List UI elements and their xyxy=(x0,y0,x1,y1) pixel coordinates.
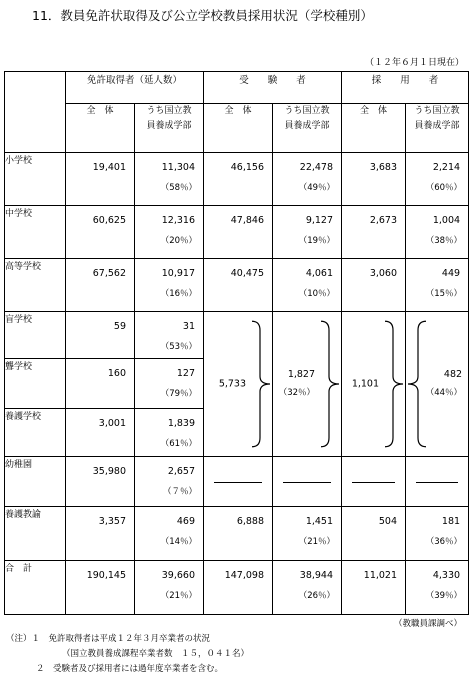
percent: （38％） xyxy=(425,236,463,246)
row-label: 高等学校 xyxy=(5,259,66,312)
value: 11,021 xyxy=(363,570,398,581)
value: 3,357 xyxy=(98,516,126,527)
footnote-2: ２ 受験者及び採用者には過年度卒業者を含む。 xyxy=(36,664,224,674)
value: 1,827 xyxy=(287,369,316,380)
footnote-1: （注）１ 免許取得者は平成１２年３月卒業者の状況 xyxy=(6,634,211,644)
value: 2,657 xyxy=(167,466,196,477)
cell xyxy=(66,312,135,359)
source-note: （教職員課調べ） xyxy=(393,619,462,629)
merged-cell xyxy=(273,312,342,457)
merged-cell xyxy=(406,312,469,457)
subheader-label: 員養成学部 xyxy=(284,121,330,131)
value: 449 xyxy=(441,268,461,279)
cell xyxy=(66,359,135,409)
cell xyxy=(135,153,204,206)
curly-brace xyxy=(383,320,405,448)
merged-cell xyxy=(342,312,406,457)
curly-brace xyxy=(406,320,428,448)
table-row xyxy=(5,457,469,507)
row-label: 養護教諭 xyxy=(5,507,66,561)
value: 38,944 xyxy=(299,570,334,581)
header-exam: 受 験 者 xyxy=(204,72,342,104)
cell xyxy=(135,259,204,312)
value: 190,145 xyxy=(86,570,126,581)
value: 3,001 xyxy=(98,418,126,429)
corner-cell xyxy=(5,72,66,153)
cell xyxy=(135,409,204,457)
cell xyxy=(273,561,342,615)
cell xyxy=(273,206,342,259)
percent: （60％） xyxy=(425,183,463,193)
cell xyxy=(66,457,135,507)
percent: （10％） xyxy=(298,289,336,299)
subheader-hired-total xyxy=(342,104,406,153)
cell xyxy=(406,561,469,615)
value: 35,980 xyxy=(92,466,126,477)
value: 10,917 xyxy=(161,268,196,279)
subheader-exam-national xyxy=(273,104,342,153)
cell xyxy=(135,507,204,561)
cell xyxy=(66,507,135,561)
value: 22,478 xyxy=(299,162,334,173)
subheader-label: 全 体 xyxy=(360,106,388,116)
cell xyxy=(204,206,273,259)
subheader-label: うち国立教 xyxy=(146,106,192,116)
value: 181 xyxy=(441,516,461,527)
value: 5,733 xyxy=(218,378,247,390)
cell xyxy=(135,206,204,259)
row-label: 小学校 xyxy=(5,153,66,206)
cell xyxy=(342,153,406,206)
percent: （39％） xyxy=(425,591,463,601)
statistics-table xyxy=(4,71,469,615)
cell xyxy=(342,507,406,561)
value: 40,475 xyxy=(230,268,265,279)
subheader-label: 全 体 xyxy=(86,106,114,116)
percent: （26％） xyxy=(298,591,336,601)
value: 4,330 xyxy=(432,570,461,581)
percent: （19％） xyxy=(298,236,336,246)
cell xyxy=(273,507,342,561)
percent: （79％） xyxy=(160,389,198,399)
cell-not-applicable xyxy=(273,457,342,507)
subheader-hired-national xyxy=(406,104,469,153)
value: 147,098 xyxy=(224,570,265,581)
cell xyxy=(406,153,469,206)
subheader-license-total xyxy=(66,104,135,153)
percent: （14％） xyxy=(160,537,198,547)
cell-not-applicable xyxy=(342,457,406,507)
cell xyxy=(204,507,273,561)
row-label: 合 計 xyxy=(5,561,66,615)
page-title: 11．教員免許状取得及び公立学校教員採用状況（学校種別） xyxy=(32,8,373,23)
header-hired: 採 用 者 xyxy=(342,72,469,104)
value: 2,214 xyxy=(432,162,461,173)
value: 60,625 xyxy=(92,215,126,226)
percent: （32％） xyxy=(278,388,316,398)
subheader-label: 員養成学部 xyxy=(146,121,192,131)
cell xyxy=(273,259,342,312)
row-label: 聾学校 xyxy=(5,359,66,409)
cell xyxy=(406,507,469,561)
value: 2,673 xyxy=(369,215,398,226)
subheader-label: うち国立教 xyxy=(414,106,460,116)
row-label: 幼稚園 xyxy=(5,457,66,507)
cell xyxy=(204,153,273,206)
table-row-total xyxy=(5,561,469,615)
as-of-date: （１２年６月１日現在） xyxy=(364,58,464,68)
cell xyxy=(66,259,135,312)
value: 67,562 xyxy=(92,268,126,279)
cell xyxy=(135,561,204,615)
value: 31 xyxy=(182,321,196,332)
value: 160 xyxy=(107,368,126,379)
percent: （20％） xyxy=(160,236,198,246)
cell xyxy=(204,259,273,312)
cell xyxy=(342,259,406,312)
subheader-license-national xyxy=(135,104,204,153)
value: 127 xyxy=(176,368,196,379)
percent: （16％） xyxy=(160,289,198,299)
subheader-label: 全 体 xyxy=(224,106,252,116)
value: 19,401 xyxy=(92,162,126,173)
value: 1,101 xyxy=(351,378,380,390)
value: 1,004 xyxy=(432,215,461,226)
row-label: 盲学校 xyxy=(5,312,66,359)
value: 9,127 xyxy=(305,215,334,226)
value: 504 xyxy=(378,516,398,527)
cell xyxy=(273,153,342,206)
cell xyxy=(135,312,204,359)
dash-line xyxy=(214,482,262,483)
table-row xyxy=(5,206,469,259)
percent: （21％） xyxy=(298,537,336,547)
percent: （61％） xyxy=(160,439,198,449)
cell-not-applicable xyxy=(204,457,273,507)
cell xyxy=(66,206,135,259)
percent: （53％） xyxy=(160,342,198,352)
dash-line xyxy=(352,482,395,483)
value: 469 xyxy=(176,516,196,527)
subheader-label: うち国立教 xyxy=(284,106,330,116)
table-row xyxy=(5,507,469,561)
value: 39,660 xyxy=(161,570,196,581)
cell xyxy=(66,409,135,457)
cell xyxy=(406,259,469,312)
value: 12,316 xyxy=(161,215,196,226)
value: 6,888 xyxy=(236,516,265,527)
value: 46,156 xyxy=(230,162,265,173)
cell xyxy=(66,153,135,206)
curly-brace xyxy=(250,320,272,448)
table-row xyxy=(5,259,469,312)
curly-brace xyxy=(319,320,341,448)
value: 1,451 xyxy=(305,516,334,527)
percent: （21％） xyxy=(160,591,198,601)
footnote-1-detail: （国立教員養成課程卒業者数 １５，０４１名） xyxy=(62,649,250,659)
merged-cell xyxy=(204,312,273,457)
dash-line xyxy=(283,482,331,483)
percent: （７％） xyxy=(163,487,198,497)
cell xyxy=(135,359,204,409)
cell xyxy=(204,561,273,615)
value: 47,846 xyxy=(230,215,265,226)
table-row xyxy=(5,312,469,359)
row-label: 養護学校 xyxy=(5,409,66,457)
percent: （44％） xyxy=(425,388,463,398)
value: 59 xyxy=(113,321,126,332)
percent: （15％） xyxy=(425,289,463,299)
cell xyxy=(66,561,135,615)
cell xyxy=(342,561,406,615)
table-row xyxy=(5,153,469,206)
cell xyxy=(406,206,469,259)
value: 4,061 xyxy=(305,268,334,279)
value: 3,060 xyxy=(369,268,398,279)
cell-not-applicable xyxy=(406,457,469,507)
cell xyxy=(342,206,406,259)
row-label: 中学校 xyxy=(5,206,66,259)
percent: （58％） xyxy=(160,183,198,193)
cell xyxy=(135,457,204,507)
value: 11,304 xyxy=(161,162,196,173)
subheader-exam-total xyxy=(204,104,273,153)
header-license: 免許取得者（延人数） xyxy=(66,72,204,104)
value: 482 xyxy=(443,369,463,380)
subheader-label: 員養成学部 xyxy=(414,121,460,131)
value: 1,839 xyxy=(167,418,196,429)
percent: （36％） xyxy=(425,537,463,547)
dash-line xyxy=(416,482,458,483)
percent: （49％） xyxy=(298,183,336,193)
value: 3,683 xyxy=(369,162,398,173)
